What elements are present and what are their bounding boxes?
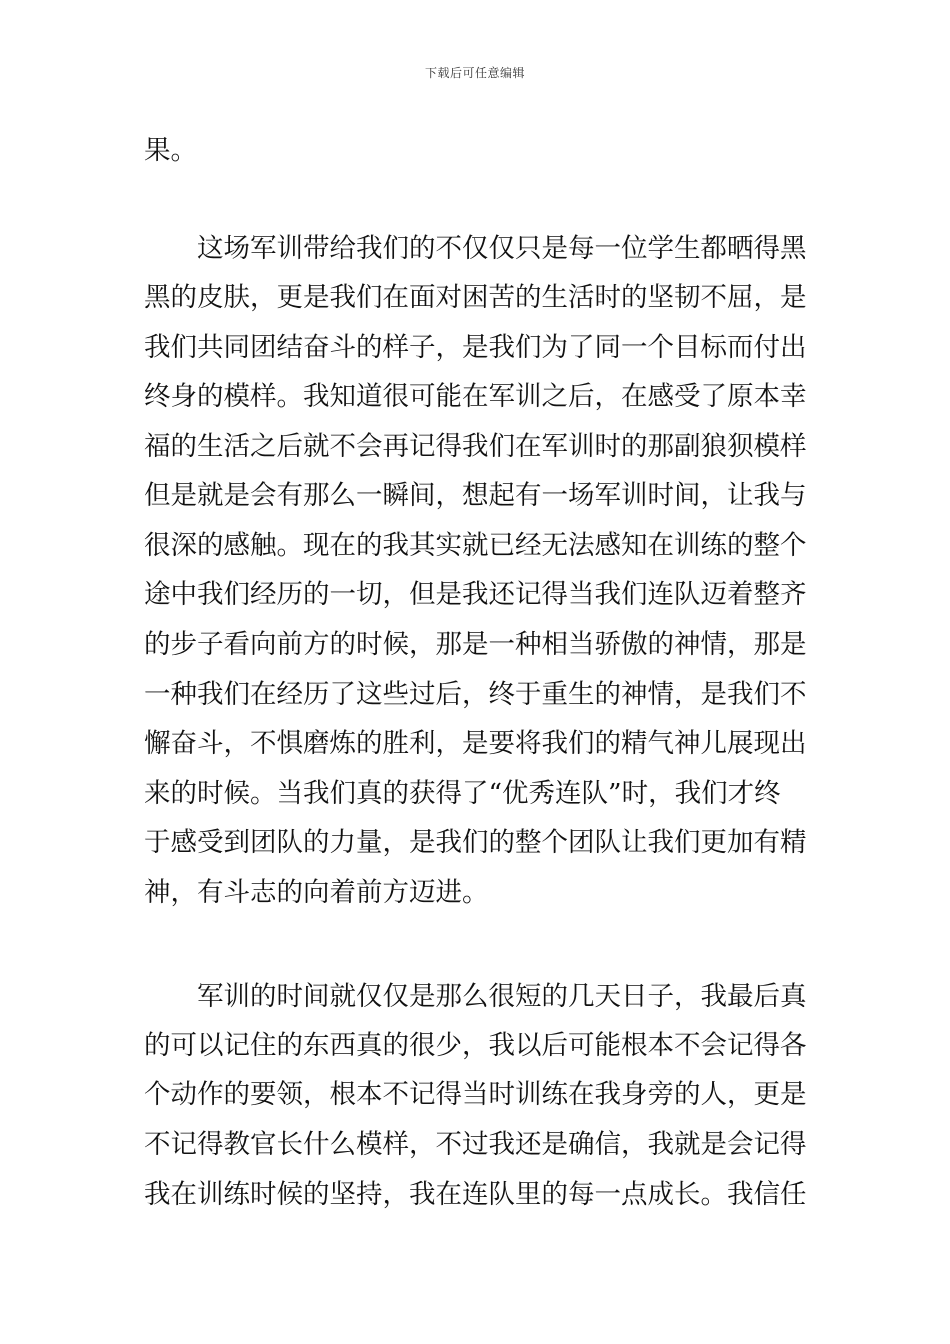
text-line: 果。	[144, 135, 197, 166]
text-line: 我们共同团结奋斗的样子，是我们为了同一个目标而付出	[144, 332, 807, 363]
text-line: 福的生活之后就不会再记得我们在军训时的那副狼狈模样	[144, 431, 807, 462]
text-line: 黑的皮肤，更是我们在面对困苦的生活时的坚韧不屈，是	[144, 282, 807, 313]
text-line: 不记得教官长什么模样，不过我还是确信，我就是会记得	[144, 1129, 807, 1160]
text-line: 但是就是会有那么一瞬间，想起有一场军训时间，让我与	[144, 480, 807, 511]
text-line: 的可以记住的东西真的很少，我以后可能根本不会记得各	[144, 1030, 807, 1061]
text-line: 一种我们在经历了这些过后，终于重生的神情，是我们不	[144, 679, 807, 710]
text-line: 军训的时间就仅仅是那么很短的几天日子，我最后真	[144, 981, 807, 1012]
text-line: 懈奋斗，不惧磨炼的胜利，是要将我们的精气神儿展现出	[144, 728, 807, 759]
text-line: 于感受到团队的力量，是我们的整个团队让我们更加有精	[144, 827, 807, 858]
text-line: 终身的模样。我知道很可能在军训之后，在感受了原本幸	[144, 381, 807, 412]
text-line: 很深的感触。现在的我其实就已经无法感知在训练的整个	[144, 530, 807, 561]
page-header: 下载后可任意编辑	[424, 66, 525, 80]
text-line: 个动作的要领，根本不记得当时训练在我身旁的人，更是	[144, 1079, 807, 1110]
text-line: 的步子看向前方的时候，那是一种相当骄傲的神情，那是	[144, 629, 807, 660]
text-line: 神，有斗志的向着前方迈进。	[144, 877, 489, 908]
text-line: 我在训练时候的坚持，我在连队里的每一点成长。我信任	[144, 1179, 807, 1210]
text-line: 来的时候。当我们真的获得了“优秀连队”时，我们才终	[144, 778, 781, 809]
text-line: 这场军训带给我们的不仅仅只是每一位学生都晒得黑	[144, 233, 807, 264]
text-line: 途中我们经历的一切，但是我还记得当我们连队迈着整齐	[144, 579, 807, 610]
